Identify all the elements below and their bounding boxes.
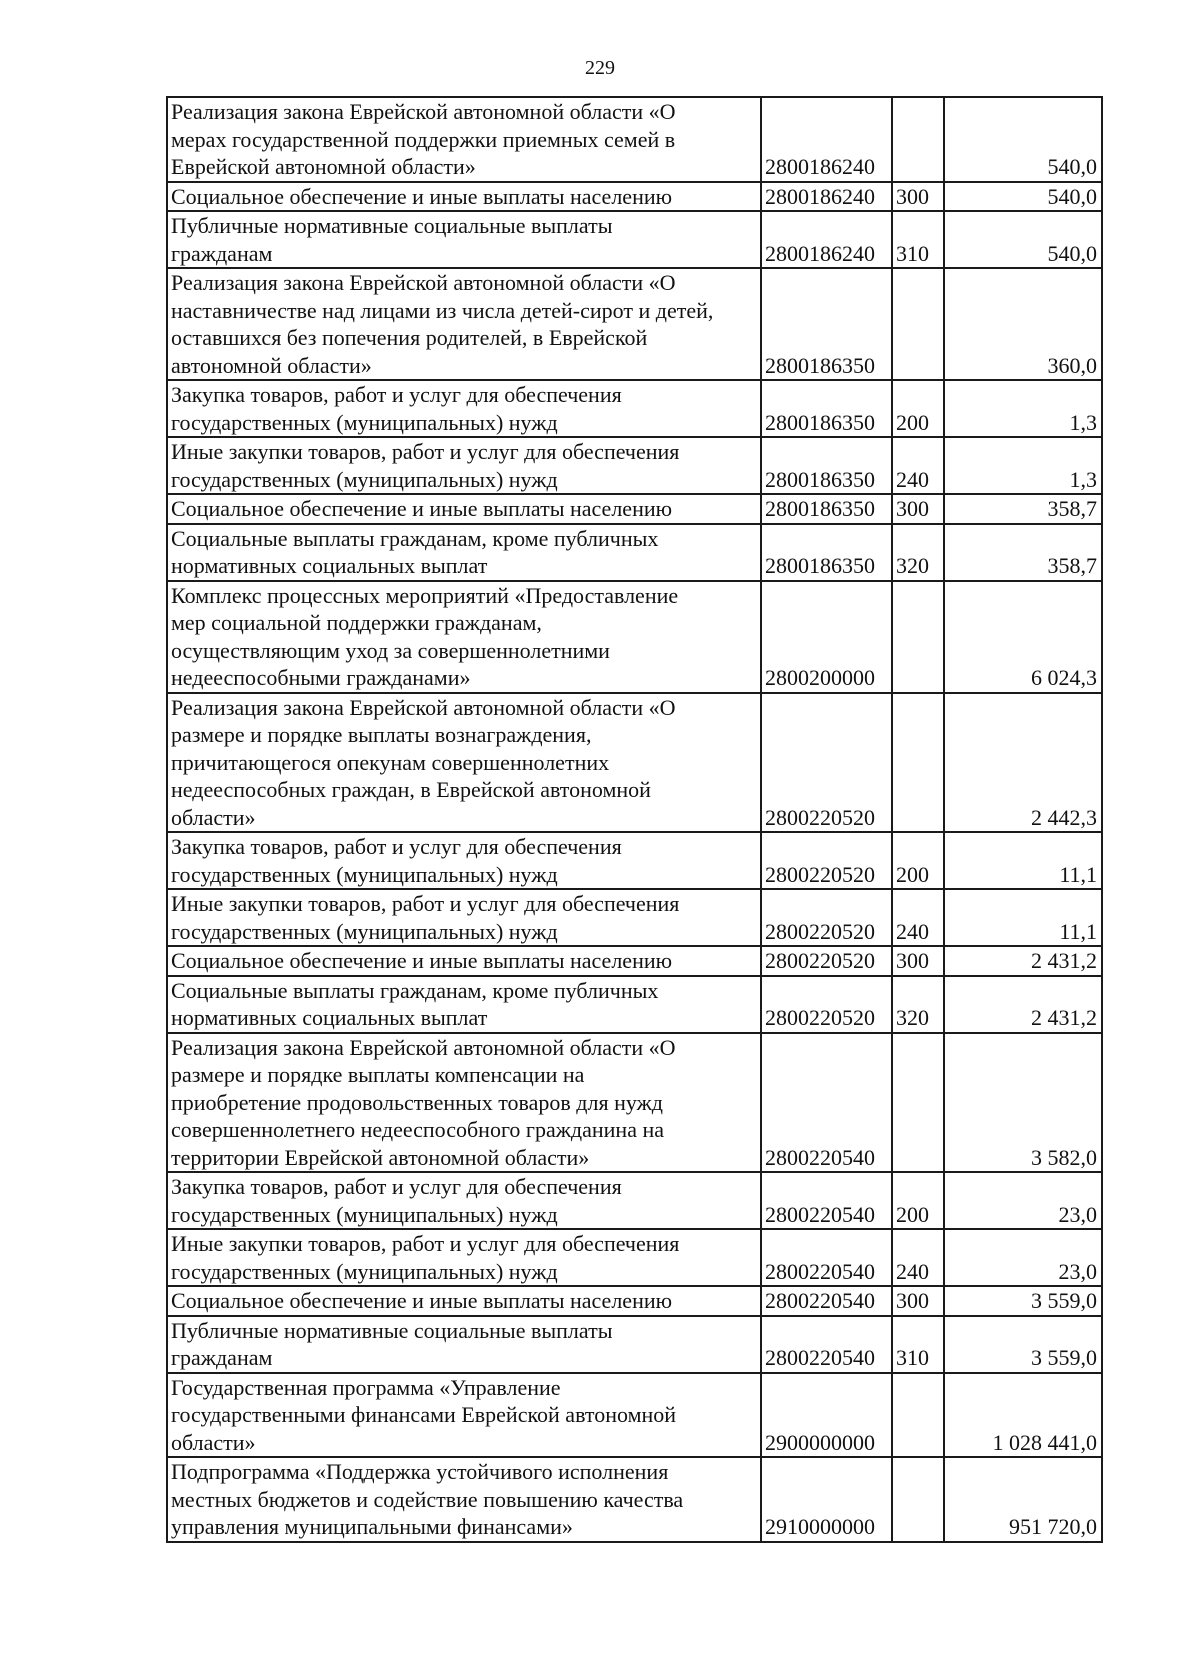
row-amount: 23,0: [944, 1229, 1102, 1286]
table-row: [167, 97, 1102, 182]
row-target-code: 2800220520: [761, 832, 892, 889]
row-name: Социальные выплаты гражданам, кроме публичных нормативных социальных выплат: [167, 976, 761, 1033]
row-name: Подпрограмма «Поддержка устойчивого исполнения местных бюджетов и содействие повышению качества управления муниципальными финансами»: [167, 1457, 761, 1542]
row-amount: 2 442,3: [944, 693, 1102, 833]
row-target-code: 2800186350: [761, 494, 892, 524]
row-amount: 6 024,3: [944, 581, 1102, 693]
row-name: Социальное обеспечение и иные выплаты населению: [167, 182, 761, 212]
budget-table: [166, 96, 1103, 1543]
row-amount: 3 559,0: [944, 1286, 1102, 1316]
row-expense-type: 240: [892, 889, 944, 946]
row-target-code: 2800220520: [761, 946, 892, 976]
row-name: Иные закупки товаров, работ и услуг для обеспечения государственных (муниципальных) нужд: [167, 889, 761, 946]
row-expense-type: 320: [892, 976, 944, 1033]
row-amount: 11,1: [944, 889, 1102, 946]
row-expense-type: [892, 1457, 944, 1542]
row-name: Комплекс процессных мероприятий «Предоставление мер социальной поддержки гражданам, осуществляющим уход за совершеннолетними недееспособными гражданами»: [167, 581, 761, 693]
row-amount: 540,0: [944, 97, 1102, 182]
row-target-code: 2800220520: [761, 976, 892, 1033]
row-expense-type: [892, 97, 944, 182]
table-row: [167, 832, 1102, 889]
row-amount: 360,0: [944, 268, 1102, 380]
row-name: Социальное обеспечение и иные выплаты населению: [167, 494, 761, 524]
row-target-code: 2900000000: [761, 1373, 892, 1458]
row-target-code: 2800186350: [761, 437, 892, 494]
table-row: [167, 1373, 1102, 1458]
row-expense-type: 200: [892, 380, 944, 437]
row-name: Закупка товаров, работ и услуг для обеспечения государственных (муниципальных) нужд: [167, 380, 761, 437]
table-row: [167, 524, 1102, 581]
table-row: [167, 437, 1102, 494]
row-name: Социальные выплаты гражданам, кроме публичных нормативных социальных выплат: [167, 524, 761, 581]
table-row: [167, 693, 1102, 833]
row-name: Иные закупки товаров, работ и услуг для обеспечения государственных (муниципальных) нужд: [167, 437, 761, 494]
row-amount: 1,3: [944, 380, 1102, 437]
row-target-code: 2800220520: [761, 889, 892, 946]
row-target-code: 2800186240: [761, 211, 892, 268]
row-amount: 2 431,2: [944, 946, 1102, 976]
row-name: Социальное обеспечение и иные выплаты населению: [167, 946, 761, 976]
table-row: [167, 889, 1102, 946]
row-expense-type: 320: [892, 524, 944, 581]
row-target-code: 2800220540: [761, 1286, 892, 1316]
table-row: [167, 182, 1102, 212]
table-row: [167, 1033, 1102, 1173]
row-name: Реализация закона Еврейской автономной области «О мерах государственной поддержки приемных семей в Еврейской автономной области»: [167, 97, 761, 182]
row-name: Социальное обеспечение и иные выплаты населению: [167, 1286, 761, 1316]
table-row: [167, 1316, 1102, 1373]
row-expense-type: [892, 1373, 944, 1458]
table-row: [167, 946, 1102, 976]
row-expense-type: [892, 693, 944, 833]
table-row: [167, 268, 1102, 380]
table-row: [167, 976, 1102, 1033]
row-amount: 3 582,0: [944, 1033, 1102, 1173]
row-target-code: 2800186240: [761, 182, 892, 212]
row-expense-type: 310: [892, 1316, 944, 1373]
row-amount: 23,0: [944, 1172, 1102, 1229]
table-row: [167, 581, 1102, 693]
row-target-code: 2800220540: [761, 1316, 892, 1373]
row-amount: 1 028 441,0: [944, 1373, 1102, 1458]
row-expense-type: 200: [892, 1172, 944, 1229]
row-amount: 1,3: [944, 437, 1102, 494]
table-row: [167, 1286, 1102, 1316]
row-target-code: 2800220540: [761, 1172, 892, 1229]
row-amount: 951 720,0: [944, 1457, 1102, 1542]
row-expense-type: 240: [892, 1229, 944, 1286]
table-row: [167, 494, 1102, 524]
row-name: Иные закупки товаров, работ и услуг для обеспечения государственных (муниципальных) нужд: [167, 1229, 761, 1286]
row-amount: 2 431,2: [944, 976, 1102, 1033]
row-target-code: 2800186350: [761, 524, 892, 581]
row-amount: 3 559,0: [944, 1316, 1102, 1373]
row-expense-type: [892, 268, 944, 380]
row-amount: 540,0: [944, 182, 1102, 212]
row-expense-type: [892, 581, 944, 693]
row-expense-type: 300: [892, 946, 944, 976]
row-name: Реализация закона Еврейской автономной области «О наставничестве над лицами из числа детей-сирот и детей, оставшихся без попечения родителей, в Еврейской автономной области»: [167, 268, 761, 380]
row-target-code: 2800186240: [761, 97, 892, 182]
row-target-code: 2800220540: [761, 1229, 892, 1286]
row-amount: 358,7: [944, 524, 1102, 581]
row-name: Реализация закона Еврейской автономной области «О размере и порядке выплаты компенсации на приобретение продовольственных товаров для нужд совершеннолетнего недееспособного гражданина на территории Еврейской автономной области»: [167, 1033, 761, 1173]
row-expense-type: [892, 1033, 944, 1173]
row-expense-type: 300: [892, 1286, 944, 1316]
row-name: Государственная программа «Управление государственными финансами Еврейской автономной области»: [167, 1373, 761, 1458]
row-name: Публичные нормативные социальные выплаты гражданам: [167, 1316, 761, 1373]
table-row: [167, 211, 1102, 268]
row-name: Реализация закона Еврейской автономной области «О размере и порядке выплаты вознаграждения, причитающегося опекунам совершеннолетних недееспособных граждан, в Еврейской автономной области»: [167, 693, 761, 833]
row-name: Закупка товаров, работ и услуг для обеспечения государственных (муниципальных) нужд: [167, 1172, 761, 1229]
row-target-code: 2800186350: [761, 268, 892, 380]
row-expense-type: 240: [892, 437, 944, 494]
table-row: [167, 1457, 1102, 1542]
row-target-code: 2910000000: [761, 1457, 892, 1542]
table-row: [167, 1172, 1102, 1229]
table-row: [167, 380, 1102, 437]
row-target-code: 2800186350: [761, 380, 892, 437]
row-expense-type: 300: [892, 494, 944, 524]
row-target-code: 2800200000: [761, 581, 892, 693]
row-target-code: 2800220520: [761, 693, 892, 833]
row-target-code: 2800220540: [761, 1033, 892, 1173]
row-expense-type: 300: [892, 182, 944, 212]
table-row: [167, 1229, 1102, 1286]
page-number: 229: [585, 57, 615, 79]
row-amount: 358,7: [944, 494, 1102, 524]
row-name: Закупка товаров, работ и услуг для обеспечения государственных (муниципальных) нужд: [167, 832, 761, 889]
row-amount: 11,1: [944, 832, 1102, 889]
row-name: Публичные нормативные социальные выплаты гражданам: [167, 211, 761, 268]
row-amount: 540,0: [944, 211, 1102, 268]
row-expense-type: 200: [892, 832, 944, 889]
row-expense-type: 310: [892, 211, 944, 268]
